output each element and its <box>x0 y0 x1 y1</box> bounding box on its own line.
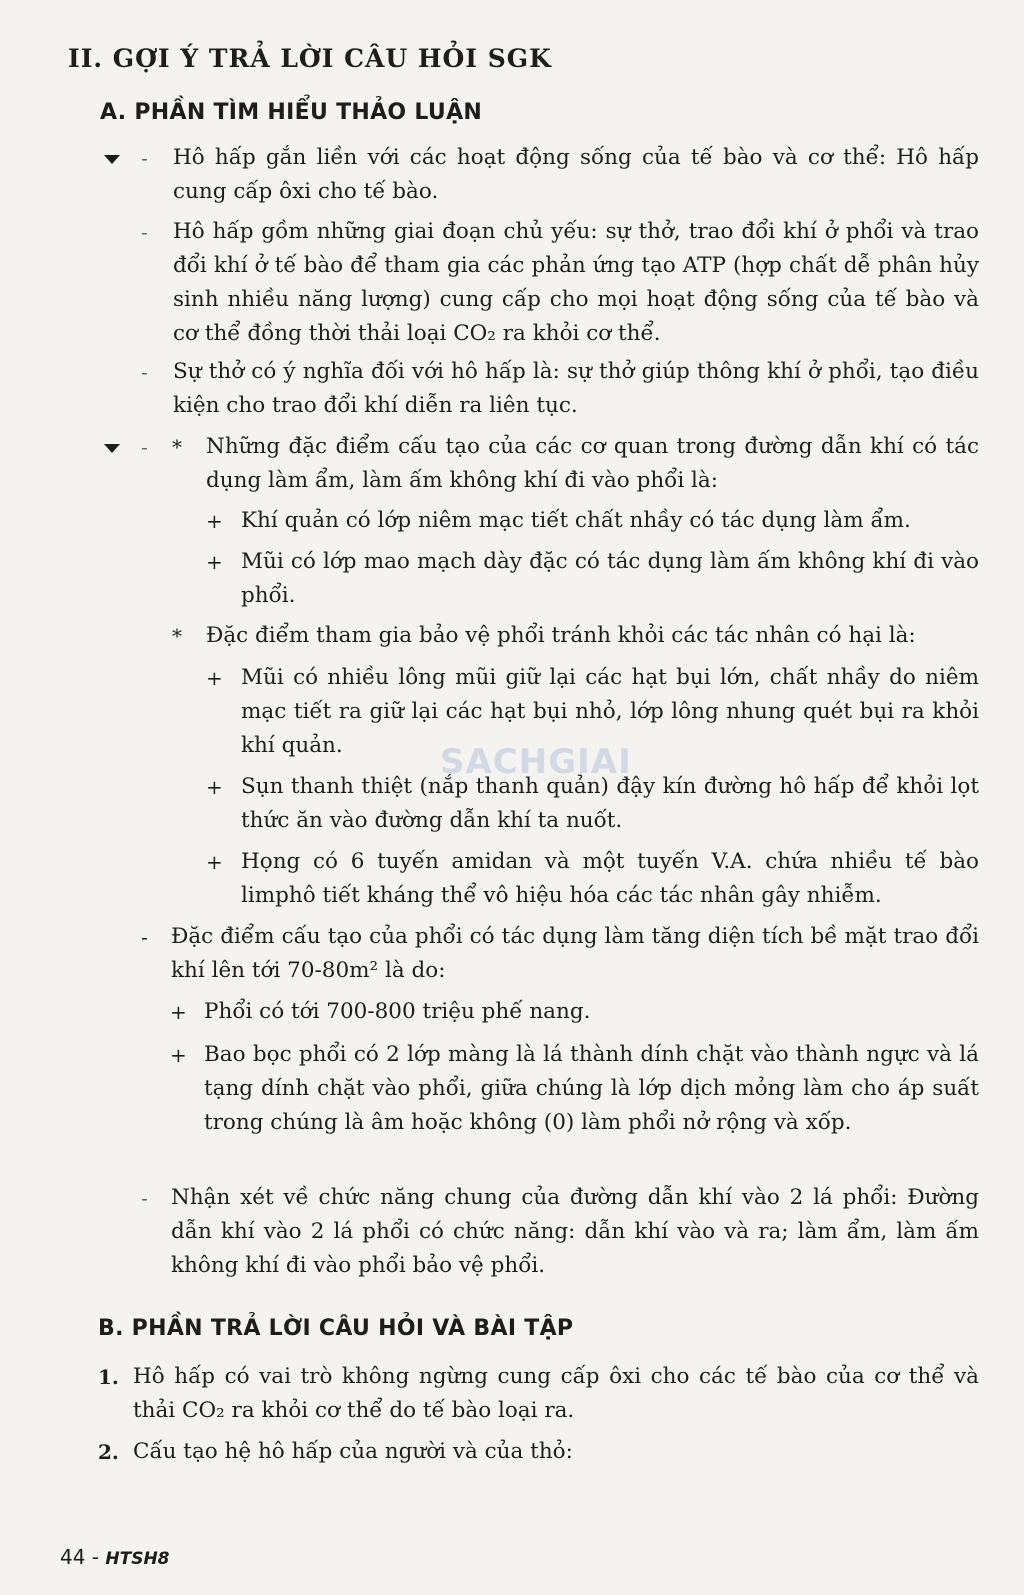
paragraph-b2-item3: Họng có 6 tuyến amidan và một tuyến V.A. chứa nhiều tế bào limphô tiết kháng thể vô hiệu hóa các tác nhân gây nhiễm. <box>241 849 979 908</box>
page-number: 44 - <box>60 1545 100 1569</box>
dash-bullet: - <box>141 435 148 459</box>
dash-bullet: - <box>141 1186 148 1210</box>
paragraph-b1: Những đặc điểm cấu tạo của các cơ quan trong đường dẫn khí có tác dụng làm ẩm, làm ấm không khí đi vào phổi là: <box>206 434 979 493</box>
dash-bullet: - <box>141 360 148 384</box>
section-a-heading: A. PHẦN TÌM HIỂU THẢO LUẬN <box>100 100 483 125</box>
paragraph-b1-item1: Khí quản có lớp niêm mạc tiết chất nhầy có tác dụng làm ẩm. <box>241 508 911 533</box>
paragraph-a3: Sự thở có ý nghĩa đối với hô hấp là: sự thở giúp thông khí ở phổi, tạo điều kiện cho trao đổi khí diễn ra liên tục. <box>173 359 979 418</box>
paragraph-q1: Hô hấp có vai trò không ngừng cung cấp ôxi cho các tế bào của cơ thể và thải CO₂ ra khỏi cơ thể do tế bào loại ra. <box>133 1364 979 1423</box>
plus-bullet: + <box>170 1043 187 1067</box>
paragraph-q2: Cấu tạo hệ hô hấp của người và của thỏ: <box>133 1439 573 1464</box>
section-b-heading: B. PHẦN TRẢ LỜI CÂU HỎI VÀ BÀI TẬP <box>98 1316 574 1341</box>
dash-bullet: - <box>141 220 148 244</box>
plus-bullet: + <box>206 850 223 874</box>
star-bullet: * <box>172 624 182 648</box>
dash-bullet: - <box>141 146 148 170</box>
book-code: HTSH8 <box>105 1549 170 1569</box>
plus-bullet: + <box>206 550 223 574</box>
main-heading: II. GỢI Ý TRẢ LỜI CÂU HỎI SGK <box>68 44 552 73</box>
triangle-bullet-icon <box>104 155 120 164</box>
paragraph-a1: Hô hấp gắn liền với các hoạt động sống của tế bào và cơ thể: Hô hấp cung cấp ôxi cho tế bào. <box>173 145 979 204</box>
paragraph-a2: Hô hấp gồm những giai đoạn chủ yếu: sự thở, trao đổi khí ở phổi và trao đổi khí ở tế bào để tham gia các phản ứng tạo ATP (hợp chất dễ phân hủy sinh nhiều năng lượng) cung cấp cho mọi hoạt động sống của tế bào và cơ thể đồng thời thải loại CO₂ ra khỏi cơ thể. <box>173 219 979 346</box>
paragraph-b2-item2: Sụn thanh thiệt (nắp thanh quản) đậy kín đường hô hấp để khỏi lọt thức ăn vào đường dẫn khí ta nuốt. <box>241 774 979 833</box>
paragraph-b2-item1: Mũi có nhiều lông mũi giữ lại các hạt bụi lớn, chất nhầy do niêm mạc tiết ra giữ lại các hạt bụi nhỏ, lớp lông nhung quét bụi ra khỏi khí quản. <box>241 665 979 758</box>
paragraph-c2: Nhận xét về chức năng chung của đường dẫn khí vào 2 lá phổi: Đường dẫn khí vào 2 lá phổi có chức năng: dẫn khí vào và ra; làm ẩm, làm ấm không khí đi vào phổi bảo vệ phổi. <box>171 1185 979 1278</box>
paragraph-b2: Đặc điểm tham gia bảo vệ phổi tránh khỏi các tác nhân có hại là: <box>206 623 916 648</box>
plus-bullet: + <box>206 775 223 799</box>
plus-bullet: + <box>170 1000 187 1024</box>
watermark-logo: SACHGIAI <box>440 742 632 782</box>
paragraph-c1-item2: Bao bọc phổi có 2 lớp màng là lá thành dính chặt vào thành ngực và lá tạng dính chặt vào phổi, giữa chúng là lớp dịch mỏng làm cho áp suất trong chúng là âm hoặc không (0) làm phổi nở rộng và xốp. <box>204 1042 979 1135</box>
paragraph-c1-item1: Phổi có tới 700-800 triệu phế nang. <box>204 999 591 1024</box>
question-number: 2. <box>98 1440 119 1464</box>
paragraph-c1: Đặc điểm cấu tạo của phổi có tác dụng làm tăng diện tích bề mặt trao đổi khí lên tới 70-80m² là do: <box>171 924 979 983</box>
plus-bullet: + <box>206 509 223 533</box>
star-bullet: * <box>172 435 182 459</box>
page-footer <box>60 1545 170 1569</box>
paragraph-b1-item2: Mũi có lớp mao mạch dày đặc có tác dụng làm ấm không khí đi vào phổi. <box>241 549 979 608</box>
question-number: 1. <box>98 1365 119 1389</box>
plus-bullet: + <box>206 666 223 690</box>
triangle-bullet-icon <box>104 444 120 453</box>
dash-bullet: - <box>141 925 148 949</box>
